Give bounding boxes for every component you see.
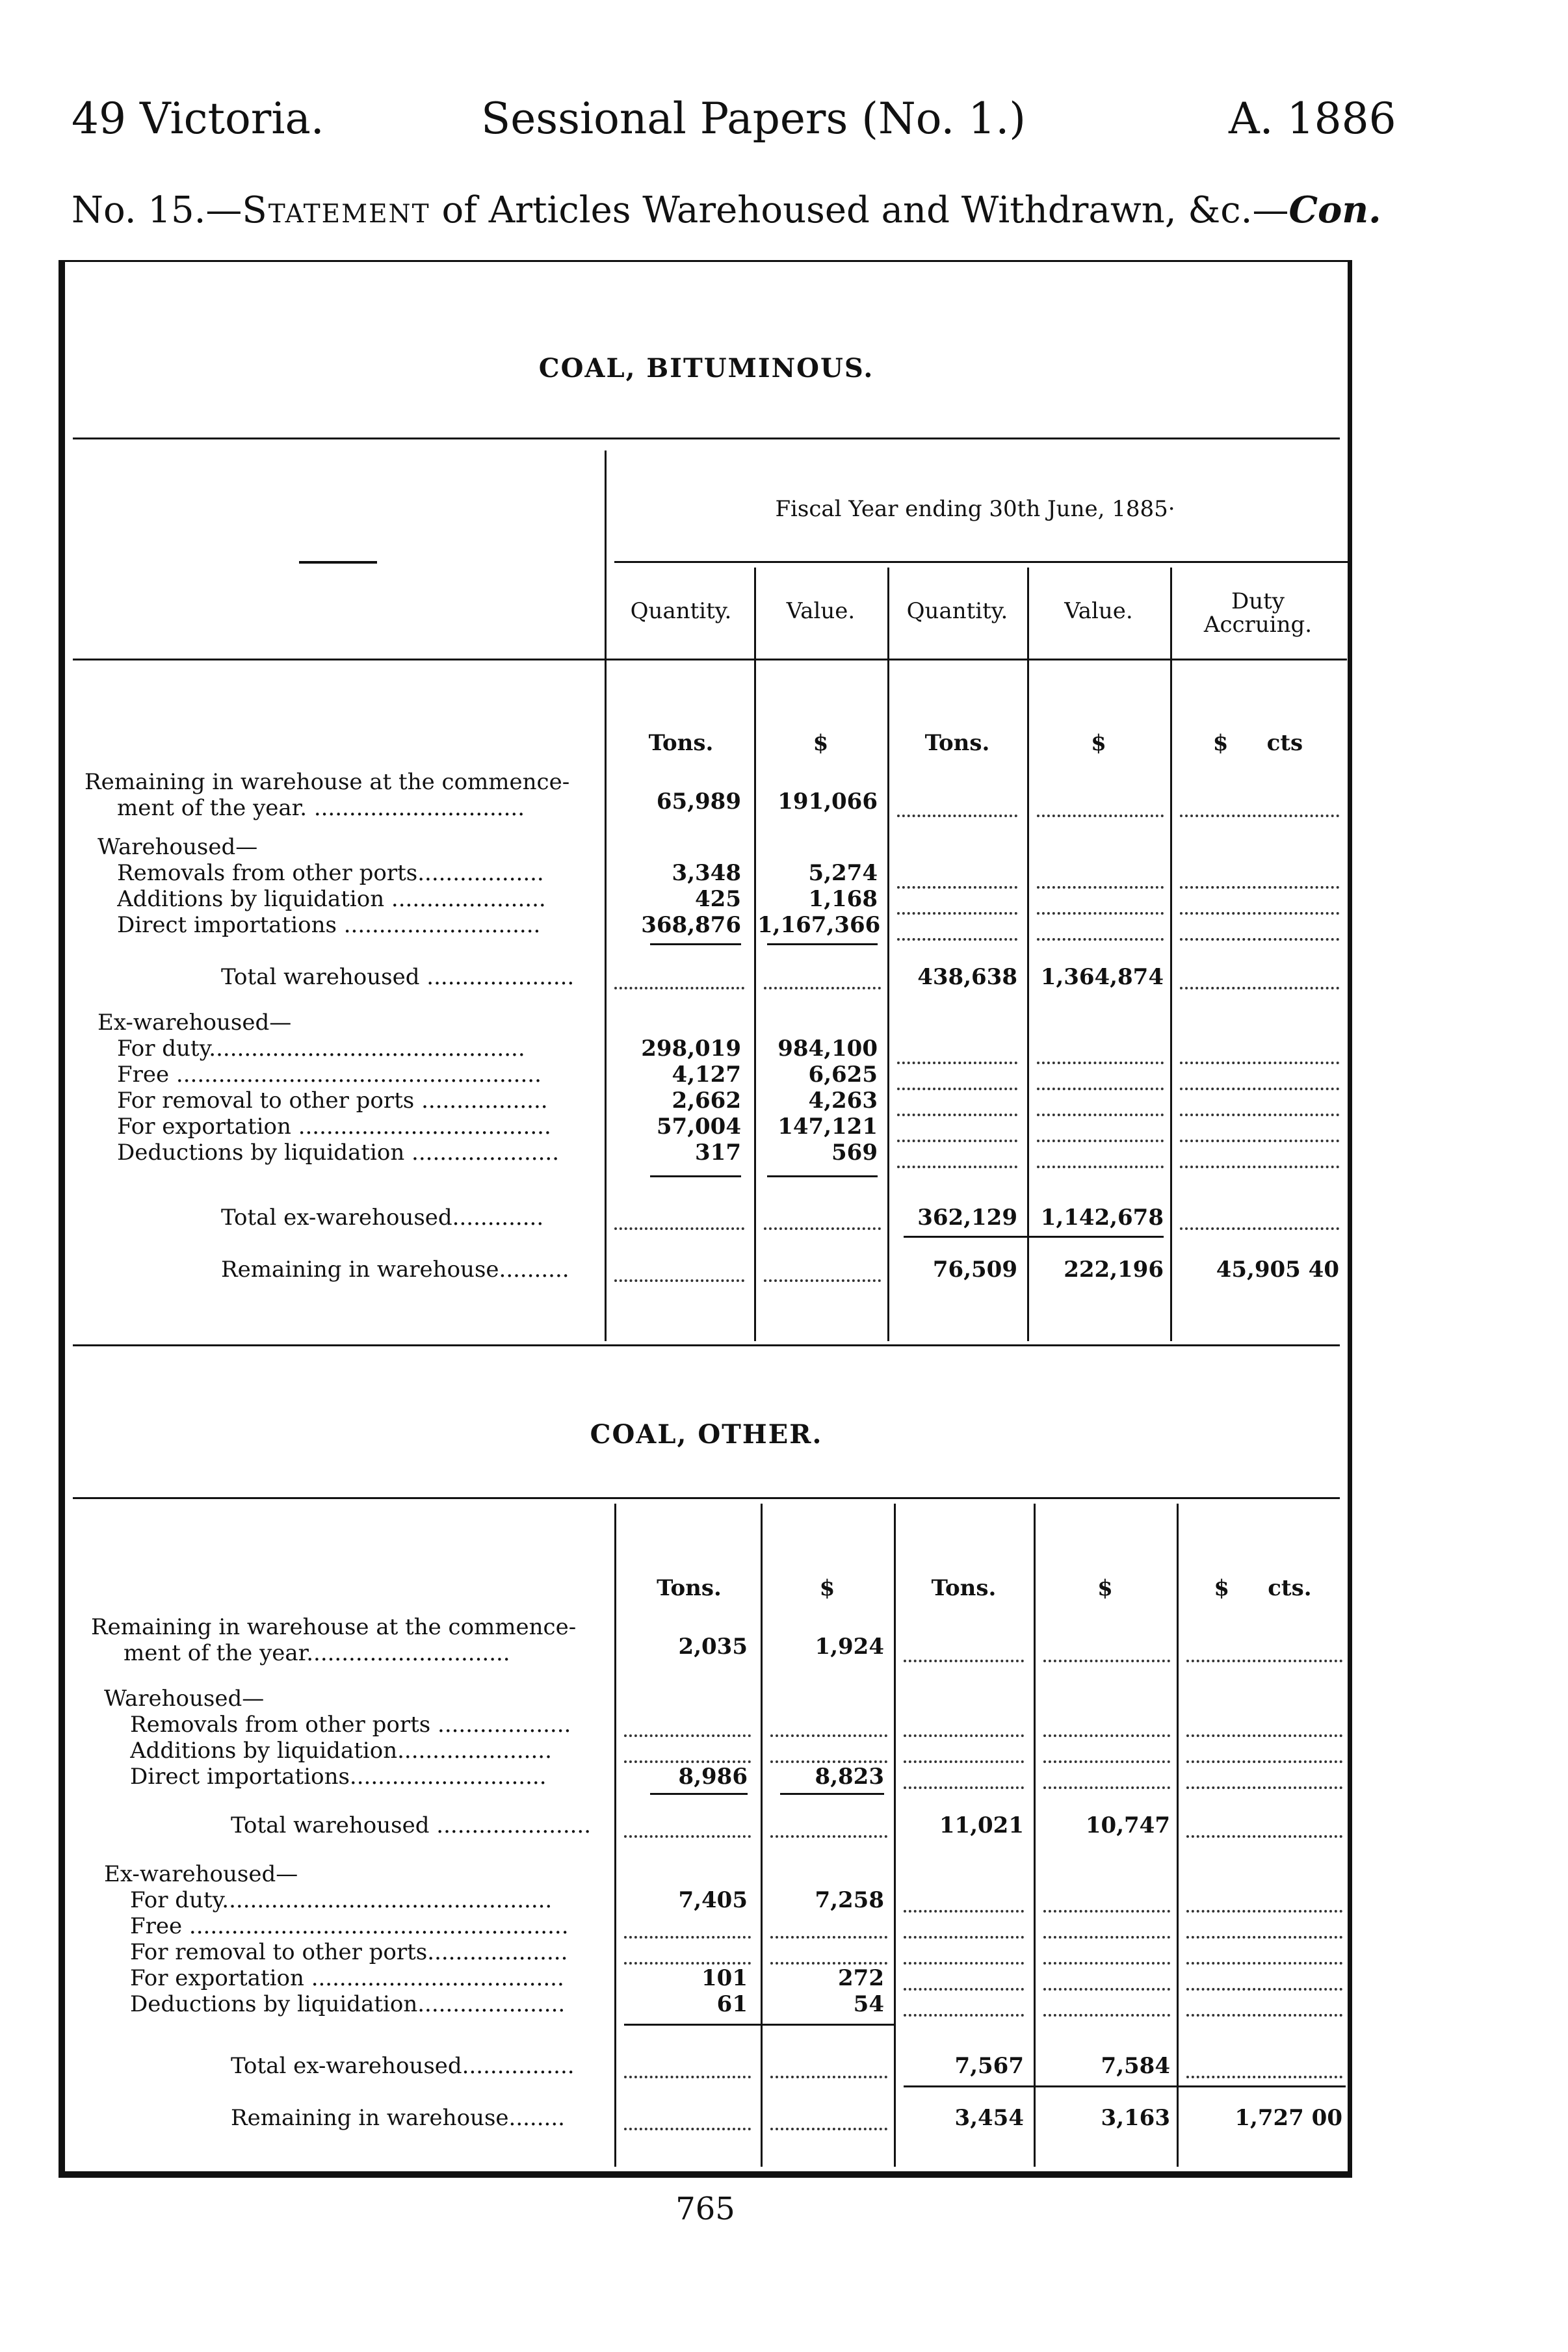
leader-dots: [1037, 938, 1164, 941]
cell-direct-val: 8,823: [815, 1764, 884, 1790]
leader-dots: [614, 1227, 744, 1230]
col-value: Value.: [786, 598, 856, 624]
leader-dots: [624, 1835, 751, 1838]
leader-dots: [770, 2128, 887, 2130]
leader-dots: [904, 1962, 1024, 1965]
cell-remaining-start-val: 191,066: [777, 789, 878, 815]
unit-dollars: $: [813, 730, 829, 756]
cell-deduct-val: 54: [853, 1991, 884, 2017]
row-total-warehoused: Total warehoused .....................: [221, 964, 575, 990]
leader-dots: [764, 987, 881, 989]
leader-dots: [770, 1734, 887, 1737]
leader-dots: [1037, 1140, 1164, 1142]
row-total-warehoused: Total warehoused ......................: [231, 1812, 592, 1838]
fiscal-year-heading: Fiscal Year ending 30th June, 1885·: [775, 496, 1175, 522]
cell-remaining-val: 222,196: [1064, 1257, 1164, 1283]
leader-dots: [764, 1279, 881, 1282]
leader-dots: [904, 1936, 1024, 1939]
leader-dots: [1037, 815, 1164, 817]
leader-dots: [897, 1166, 1017, 1168]
leader-dots: [904, 1760, 1024, 1763]
row-warehoused: Warehoused—: [104, 1686, 265, 1712]
leader-dots: [1043, 1910, 1170, 1913]
leader-dots: [770, 1835, 887, 1838]
leader-dots: [1043, 1936, 1170, 1939]
row-additions: Additions by liquidation ......................: [117, 886, 546, 912]
row-for-duty: For duty.............................................: [117, 1036, 525, 1062]
cell-removal-val: 4,263: [808, 1088, 878, 1114]
leader-dots: [1180, 1140, 1339, 1142]
col-value-2: Value.: [1064, 598, 1133, 624]
cell-total-warehoused-val: 1,364,874: [1040, 964, 1164, 990]
row-ex-warehoused: Ex-warehoused—: [98, 1010, 292, 1036]
section-divider: [73, 1344, 1340, 1346]
cell-remaining-start-val: 1,924: [815, 1634, 884, 1660]
leader-dots: [624, 2076, 751, 2078]
unit-tons-2: Tons.: [924, 730, 990, 756]
cell-additions-qty: 425: [695, 886, 741, 912]
column-divider: [1177, 1504, 1179, 2167]
leader-dots: [904, 1786, 1024, 1789]
statement-number: No. 15.—: [72, 189, 242, 231]
column-divider: [754, 568, 756, 1341]
unit-tons: Tons.: [657, 1575, 722, 1601]
cell-deduct-qty: 317: [695, 1140, 741, 1166]
row-remaining: Remaining in warehouse........: [231, 2105, 565, 2131]
cell-direct-qty: 8,986: [678, 1764, 748, 1790]
row-free: Free ....................................................: [117, 1062, 542, 1088]
leader-dots: [614, 1279, 744, 1282]
unit-dollars-cents: $ cts.: [1214, 1575, 1312, 1601]
sum-rule: [650, 943, 741, 945]
cell-direct-qty: 368,876: [641, 912, 741, 938]
sum-rule: [904, 2085, 1346, 2087]
leader-dots: [1180, 1114, 1339, 1116]
leader-dots: [897, 1088, 1017, 1090]
leader-dots: [1037, 912, 1164, 915]
leader-dots: [904, 1910, 1024, 1913]
leader-dots: [624, 1962, 751, 1965]
cell-removals-qty: 3,348: [672, 860, 741, 886]
cell-free-val: 6,625: [808, 1062, 878, 1088]
leader-dots: [770, 1962, 887, 1965]
row-remaining-start-1: Remaining in warehouse at the commence-: [85, 769, 570, 795]
row-for-duty: For duty...............................................: [130, 1887, 553, 1913]
cell-export-qty: 57,004: [656, 1114, 741, 1140]
cell-deduct-val: 569: [831, 1140, 878, 1166]
column-divider: [1034, 1504, 1036, 2167]
column-divider: [887, 568, 889, 1341]
cell-for-duty-qty: 298,019: [641, 1036, 741, 1062]
leader-dots: [904, 1734, 1024, 1737]
col-duty-accruing: [1170, 590, 1346, 636]
row-removal-other-ports: For removal to other ports ..................: [117, 1088, 548, 1114]
leader-dots: [1186, 1835, 1342, 1838]
cell-export-qty: 101: [701, 1965, 748, 1991]
column-divider: [1027, 568, 1029, 1341]
leader-dots: [1186, 1936, 1342, 1939]
row-deductions: Deductions by liquidation .....................: [117, 1140, 560, 1166]
leader-dots: [764, 1227, 881, 1230]
leader-dots: [624, 2128, 751, 2130]
leader-dots: [1180, 987, 1339, 989]
row-deductions: Deductions by liquidation.....................: [130, 1991, 566, 2017]
cell-for-duty-qty: 7,405: [678, 1887, 748, 1913]
cell-remaining-duty: 45,905 40: [1216, 1257, 1339, 1283]
leader-dots: [897, 815, 1017, 817]
row-remaining-start-1: Remaining in warehouse at the commence-: [91, 1614, 577, 1640]
leader-dots: [904, 2014, 1024, 2017]
cell-total-ex-qty: 362,129: [917, 1205, 1017, 1231]
leader-dots: [1043, 1962, 1170, 1965]
leader-dots: [1180, 1166, 1339, 1168]
unit-dollars-2: $: [1097, 1575, 1113, 1601]
leader-dots: [897, 886, 1017, 889]
cell-total-ex-val: 7,584: [1101, 2053, 1170, 2079]
leader-dots: [1186, 1660, 1342, 1662]
leader-dots: [1043, 1988, 1170, 1991]
unit-tons-2: Tons.: [931, 1575, 997, 1601]
leader-dots: [1186, 2014, 1342, 2017]
cell-remaining-start-qty: 65,989: [656, 789, 741, 815]
row-total-ex-warehoused: Total ex-warehoused.............: [221, 1205, 544, 1231]
leader-dots: [1180, 815, 1339, 817]
cell-direct-val: 1,167,366: [757, 912, 881, 938]
leader-dots: [624, 1936, 751, 1939]
header-bottom-rule: [73, 659, 1347, 660]
table-frame: [59, 260, 1352, 2178]
row-removal-other-ports: For removal to other ports....................: [130, 1939, 568, 1965]
leader-dots: [1043, 1734, 1170, 1737]
cell-remaining-duty: 1,727 00: [1235, 2105, 1342, 2131]
sum-rule: [767, 943, 878, 945]
sum-rule: [650, 1175, 741, 1177]
leader-dots: [624, 1734, 751, 1737]
row-exportation: For exportation ....................................: [117, 1114, 551, 1140]
header-session: 49 Victoria.: [72, 94, 324, 144]
leader-dots: [1186, 1962, 1342, 1965]
row-free: Free ......................................................: [130, 1913, 569, 1939]
leader-dots: [1037, 1062, 1164, 1064]
leader-dots: [1186, 1988, 1342, 1991]
cell-for-duty-val: 984,100: [777, 1036, 878, 1062]
col-duty-line1: Duty: [1231, 588, 1285, 614]
leader-dots: [897, 1114, 1017, 1116]
leader-dots: [1037, 1114, 1164, 1116]
leader-dots: [897, 1062, 1017, 1064]
leader-dots: [1186, 1910, 1342, 1913]
leader-dots: [897, 938, 1017, 941]
leader-dots: [897, 912, 1017, 915]
sum-rule: [624, 2024, 894, 2026]
leader-dots: [1180, 1062, 1339, 1064]
cell-remaining-start-qty: 2,035: [678, 1634, 748, 1660]
section-title-other: COAL, OTHER.: [590, 1419, 823, 1450]
cell-removals-val: 5,274: [808, 860, 878, 886]
leader-dots: [1037, 886, 1164, 889]
leader-dots: [1043, 1660, 1170, 1662]
sum-rule: [767, 1175, 878, 1177]
leader-dots: [904, 1988, 1024, 1991]
statement-continued: Con.: [1288, 189, 1381, 231]
cell-total-warehoused-qty: 11,021: [939, 1812, 1024, 1838]
page-number: 765: [675, 2191, 735, 2227]
leader-dots: [1043, 1786, 1170, 1789]
leader-dots: [770, 2076, 887, 2078]
cell-export-val: 272: [838, 1965, 884, 1991]
cell-remaining-qty: 3,454: [954, 2105, 1024, 2131]
leader-dots: [1186, 1760, 1342, 1763]
cell-remaining-qty: 76,509: [932, 1257, 1017, 1283]
leader-dots: [897, 1140, 1017, 1142]
leader-dots: [904, 1660, 1024, 1662]
cell-removal-qty: 2,662: [672, 1088, 741, 1114]
leader-dots: [1180, 886, 1339, 889]
header-papers: Sessional Papers (No. 1.): [481, 94, 1026, 144]
leader-dots: [1043, 2014, 1170, 2017]
leader-dots: [1180, 1088, 1339, 1090]
header-year: A. 1886: [1229, 94, 1396, 144]
cell-deduct-qty: 61: [716, 1991, 748, 2017]
row-warehoused: Warehoused—: [98, 834, 258, 860]
leader-dots: [1037, 1088, 1164, 1090]
row-removals: Removals from other ports..................: [117, 860, 544, 886]
col-quantity-2: Quantity.: [906, 598, 1008, 624]
row-remaining-start-2: ment of the year.............................: [124, 1640, 510, 1666]
cell-free-qty: 4,127: [672, 1062, 741, 1088]
row-remaining-start-2: ment of the year. ..............................: [117, 795, 525, 821]
cell-additions-val: 1,168: [808, 886, 878, 912]
cell-total-ex-qty: 7,567: [954, 2053, 1024, 2079]
cell-total-warehoused-qty: 438,638: [917, 964, 1017, 990]
column-divider: [1170, 568, 1172, 1341]
statement-word: Statement: [242, 189, 430, 231]
row-direct: Direct importations ............................: [117, 912, 541, 938]
leader-dots: [1186, 2076, 1342, 2078]
row-ex-warehoused: Ex-warehoused—: [104, 1861, 298, 1887]
cell-remaining-val: 3,163: [1101, 2105, 1170, 2131]
column-divider: [894, 1504, 896, 2167]
sum-rule: [780, 1793, 884, 1795]
leader-dots: [1186, 1786, 1342, 1789]
section-rule: [73, 438, 1340, 439]
leader-dots: [1180, 938, 1339, 941]
column-divider: [605, 451, 607, 1341]
header-rule: [614, 561, 1349, 563]
leader-dots: [770, 1936, 887, 1939]
section-title-bituminous: COAL, BITUMINOUS.: [538, 353, 874, 384]
cell-for-duty-val: 7,258: [815, 1887, 884, 1913]
cell-export-val: 147,121: [777, 1114, 878, 1140]
leader-dots: [1180, 912, 1339, 915]
row-total-ex-warehoused: Total ex-warehoused................: [231, 2053, 575, 2079]
cell-total-warehoused-val: 10,747: [1085, 1812, 1170, 1838]
statement-title: [72, 189, 1381, 231]
sum-rule: [904, 1236, 1164, 1238]
section-rule: [73, 1497, 1340, 1499]
leader-dots: [1037, 1166, 1164, 1168]
leader-dots: [1043, 1760, 1170, 1763]
leader-dots: [614, 987, 744, 989]
row-exportation: For exportation ....................................: [130, 1965, 564, 1991]
row-removals: Removals from other ports ...................: [130, 1712, 571, 1738]
column-divider: [761, 1504, 763, 2167]
column-divider: [614, 1504, 616, 2167]
leader-dots: [1180, 1227, 1339, 1230]
col-quantity: Quantity.: [630, 598, 732, 624]
unit-dollars: $: [819, 1575, 835, 1601]
stub-dash: [299, 561, 377, 564]
leader-dots: [624, 1760, 751, 1763]
statement-subject: of Articles Warehoused and Withdrawn, &c.—: [430, 189, 1289, 231]
row-additions: Additions by liquidation......................: [130, 1738, 552, 1764]
leader-dots: [770, 1760, 887, 1763]
sum-rule: [650, 1793, 748, 1795]
unit-tons: Tons.: [648, 730, 714, 756]
row-direct: Direct importations............................: [130, 1764, 547, 1790]
row-remaining: Remaining in warehouse..........: [221, 1257, 569, 1283]
cell-total-ex-val: 1,142,678: [1040, 1205, 1164, 1231]
unit-dollars-2: $: [1091, 730, 1106, 756]
leader-dots: [1186, 1734, 1342, 1737]
unit-dollars-cents: $ cts: [1212, 730, 1303, 756]
col-duty-line2: Accruing.: [1203, 611, 1313, 638]
